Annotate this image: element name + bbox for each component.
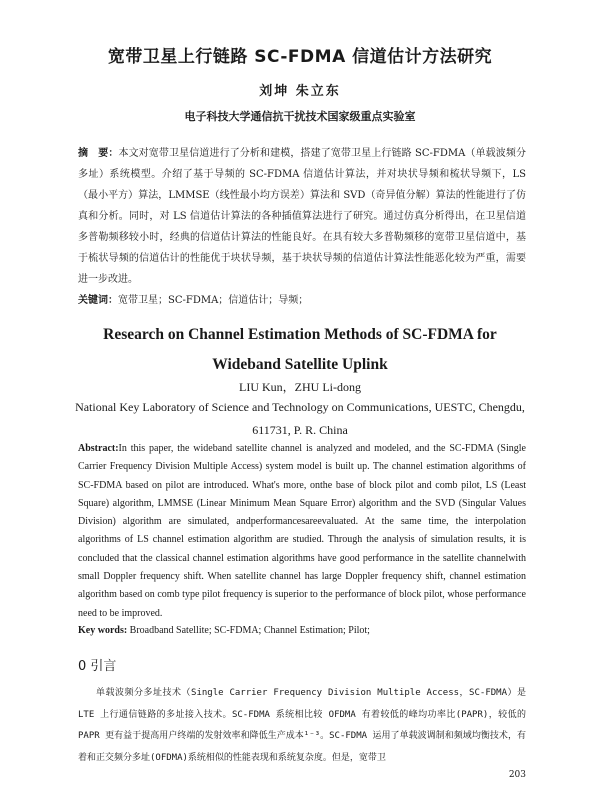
keywords-cn-label: 关键词： — [78, 295, 118, 306]
abstract-en-text: In this paper, the wideband satellite channel is analyzed and modeled, and the SC-FDMA (Single Carrier Frequency Division Multiple Access) system model is built up. The channel estimation algorithms of SC-FDMA based on pilot are introduced. What's more, onthe base of block pilot and comb pilot, LS (Least Square) algorithm, LMMSE (Linear Minimum Mean Square Error) algorithm and the SVD (Singular Values Division) algorithm are simulated, andperformancesareevaluated. At the same time, the interpolation algorithms of LS channel estimation algorithm are studied. Through the analysis of simulation results, it is concluded that the classical channel estimation algorithms have good performance in the satellite channelwith small Doppler frequency shift. When satellite channel has large Doppler frequency shift, channel estimation algorithm based on comb type pilot frequency is superior to the performance of block pilot, whose performance need to be improved. — [78, 443, 526, 619]
abstract-en-label: Abstract: — [78, 443, 119, 454]
abstract-en — [78, 440, 526, 623]
keywords-en-text: Broadband Satellite; SC-FDMA; Channel Estimation; Pilot; — [127, 625, 370, 636]
title-en: Research on Channel Estimation Methods of SC-FDMA for Wideband Satellite Uplink — [103, 326, 497, 373]
keywords-cn — [78, 293, 526, 309]
affiliation-cn: 电子科技大学通信抗干扰技术国家级重点实验室 — [184, 110, 416, 123]
keywords-en-label: Key words: — [78, 625, 128, 636]
title-cn: 宽带卫星上行链路 SC-FDMA 信道估计方法研究 — [107, 47, 493, 67]
abstract-cn-text: 本文对宽带卫星信道进行了分析和建模，搭建了宽带卫星上行链路 SC-FDMA（单载波频分多址）系统模型。介绍了基于导频的 SC-FDMA 信道估计算法，并对块状导频和梳状导频下，LS（最小平方）算法，LMMSE（线性最小均方误差）算法和 SVD（奇异值分解）算法的性能进行了仿真和分析。同时，对 LS 信道估计算法的各种插值算法进行了研究。通过仿真分析得出，在卫星信道多普勒频移较小时，经典的信道估计算法的性能良好。在具有较大多普勒频移的宽带卫星信道中，基于梳状导频的信道估计的性能优于块状导频，基于块状导频的信道估计算法性能恶化较为严重，需要进一步改进。 — [78, 148, 526, 285]
abstract-cn — [78, 143, 526, 290]
intro-paragraph: 单载波频分多址技术（Single Carrier Frequency Division Multiple Access，SC-FDMA）是 LTE 上行通信链路的多址接入技术。SC-FDMA 系统相比较 OFDMA 有着较低的峰均功率比(PAPR)，较低的 PAPR 更有益于提高用户终端的发射效率和降低生产成本¹⁻³。SC-FDMA 运用了单载波调制和频域均衡技术，有着和正交频分多址(OFDMA)系统相似的性能表现和系统复杂度。但是，宽带卫 — [78, 688, 526, 763]
abstract-cn-label: 摘 要： — [78, 148, 119, 159]
section-heading-intro: 0 引言 — [78, 659, 117, 674]
affiliation-en: National Key Laboratory of Science and Technology on Communications, UESTC, Chengdu, 611731, P. R. China — [75, 400, 525, 437]
authors-en: LIU Kun，ZHU Li-dong — [239, 380, 361, 394]
keywords-cn-text: 宽带卫星；SC-FDMA；信道估计；导频； — [118, 295, 309, 306]
keywords-en — [78, 625, 526, 636]
authors-cn: 刘坤 朱立东 — [259, 84, 341, 99]
page-number: 203 — [508, 770, 526, 780]
